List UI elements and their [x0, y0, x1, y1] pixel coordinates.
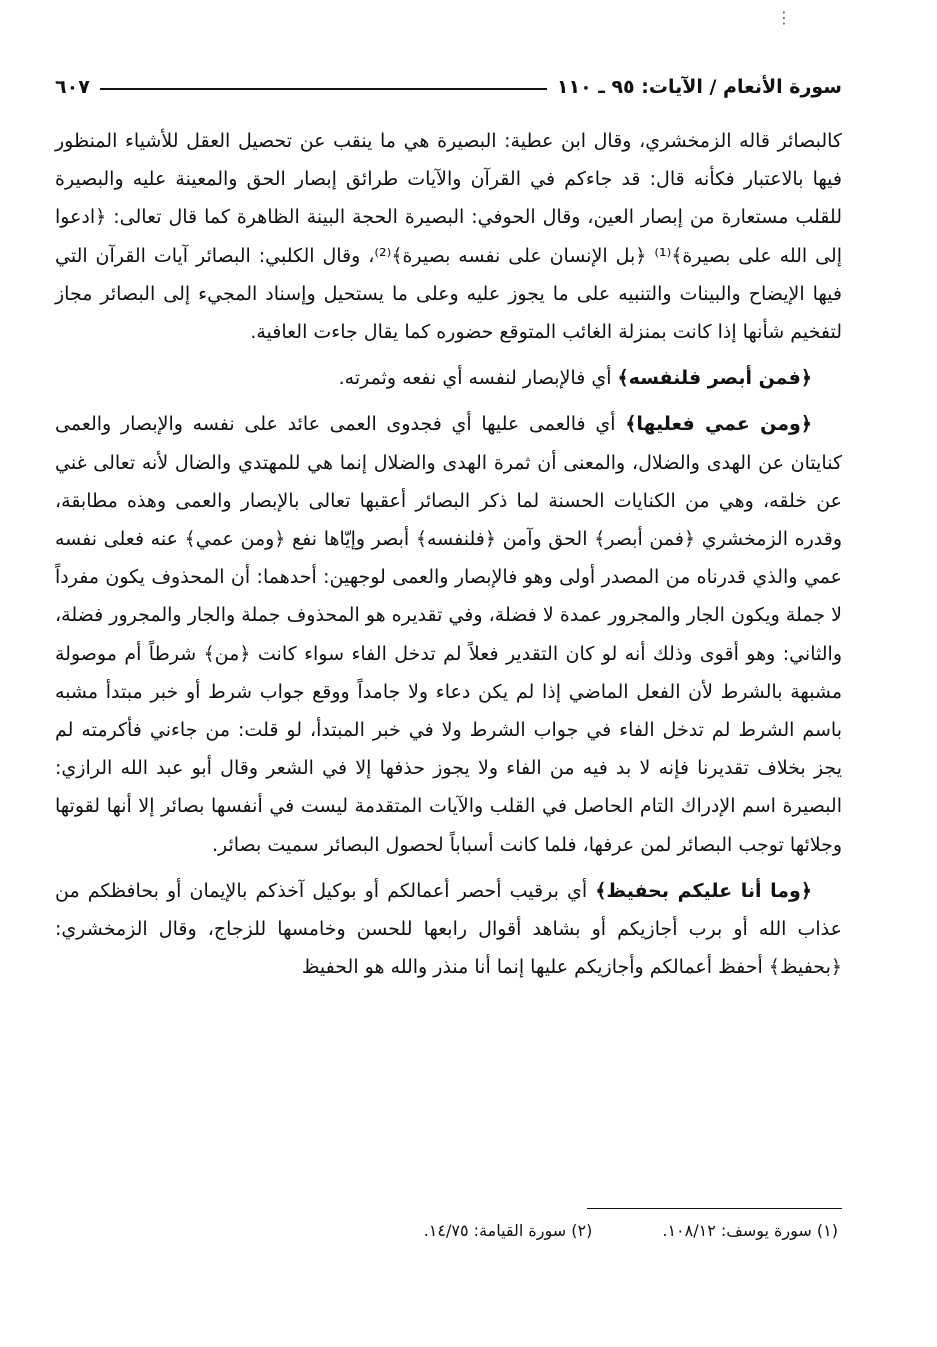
paragraph — [55, 122, 842, 351]
header-rule — [100, 88, 547, 90]
quran-quote: ﴿وما أنا عليكم بحفيظ﴾ — [595, 879, 812, 902]
surah-header-title: سورة الأنعام / الآيات: ٩٥ ـ ١١٠ — [556, 76, 842, 98]
footnote-1: (١) سورة يوسف: ١٠٨/١٢. — [662, 1221, 838, 1240]
running-header — [55, 60, 842, 104]
footnote-rule — [587, 1208, 842, 1209]
paragraph-text: كالبصائر قاله الزمخشري، وقال ابن عطية: البصيرة هي ما ينقب عن تحصيل العقل للأشياء المنظور فيها بالاعتبار فكأنه قال: قد جاءكم في القرآن والآيات طرائق إبصار الحق والمعينة عليه والبصيرة للقلب مستعارة من إبصار العين، وقال الحوفي: البصيرة الحجة البينة الظاهرة كما قال تعالى: ﴿ادعوا إلى الله على بصيرة﴾⁽¹⁾ ﴿بل الإنسان على نفسه بصيرة﴾⁽²⁾، وقال الكلبي: البصائر آيات القرآن التي فيها الإيضاح والبينات والتنبيه على ما يجوز عليه وعلى ما يستحيل وإسناد المجيء إلى البصائر مجاز لتفخيم شأنها إذا كانت بمنزلة الغائب المتوقع حضوره كما يقال جاءت العافية. — [55, 130, 842, 344]
footnote-row — [55, 1221, 842, 1240]
paragraph-text: أي فالعمى عليها أي فجدوى العمى عائد على نفسه والإبصار والعمى كنايتان عن الهدى والضلال، والمعنى أن ثمرة الهدى والضلال إنما هي للمهتدي والضال لأنه تعالى غني عن خلقه، وهي من الكنايات الحسنة لما ذكر البصائر أعقبها تعالى بالإبصار والعمى وهذه مطابقة، وقدره الزمخشري ﴿فمن أبصر﴾ الحق وآمن ﴿فلنفسه﴾ أبصر وإيّاها نفع ﴿ومن عمي﴾ عنه فعلى نفسه عمي والذي قدرناه من المصدر أولى وهو فالإبصار والعمى لوجهين: أحدهما: أن المحذوف يكون مفرداً لا جملة ويكون الجار والمجرور عمدة لا فضلة، وفي تقديره هو المحذوف جملة والجار والمجرور فضلة، والثاني: وهو أقوى وذلك أنه لو كان التقدير فعلاً لم تدخل الفاء سواء كانت ﴿من﴾ شرطاً أم موصولة مشبهة بالشرط لأن الفعل الماضي إذا لم يكن دعاء ولا جامداً ووقع جواب شرط أو خبر مبتدأ مشبه باسم الشرط لم تدخل الفاء في جواب الشرط ولا في خبر المبتدأ، لو قلت: من جاءني فأكرمته لم يجز بخلاف تقديرنا فإنه لا بد فيه من الفاء ولا يجوز حذفها إلا في الشعر وقال أبو عبد الله الرازي: البصيرة اسم الإدراك التام الحاصل في القلب والآيات المتقدمة ليست في أنفسها بصائر إلا أنها لقوتها وجلائها توجب البصائر لمن عرفها، فلما كانت أسباباً لحصول البصائر سميت بصائر. — [55, 413, 842, 856]
paragraph-text: أي برقيب أحصر أعمالكم أو بوكيل آخذكم بالإيمان أو بحافظكم من عذاب الله أو برب أجازيكم أو بشاهد أقوال رابعها للحسن وخامسها للزجاج، وقال الزمخشري: ﴿بحفيظ﴾ أحفظ أعمالكم وأجازيكم عليها إنما أنا منذر والله هو الحفيظ — [55, 879, 842, 979]
quran-quote: ﴿فمن أبصر فلنفسه﴾ — [617, 367, 812, 390]
footnote-2: (٢) سورة القيامة: ١٤/٧٥. — [423, 1221, 593, 1240]
paragraph — [55, 405, 842, 863]
page-edge-mark: ⋮ — [776, 8, 792, 27]
quran-quote: ﴿ومن عمي فعليها﴾ — [625, 413, 812, 436]
paragraph — [55, 359, 842, 397]
paragraph-text: أي فالإبصار لنفسه أي نفعه وثمرته. — [338, 367, 618, 390]
paragraph — [55, 872, 842, 987]
footnotes — [55, 1208, 842, 1240]
tafsir-body — [55, 122, 842, 986]
book-page — [55, 60, 842, 1290]
page-number: ٦٠٧ — [55, 76, 90, 98]
